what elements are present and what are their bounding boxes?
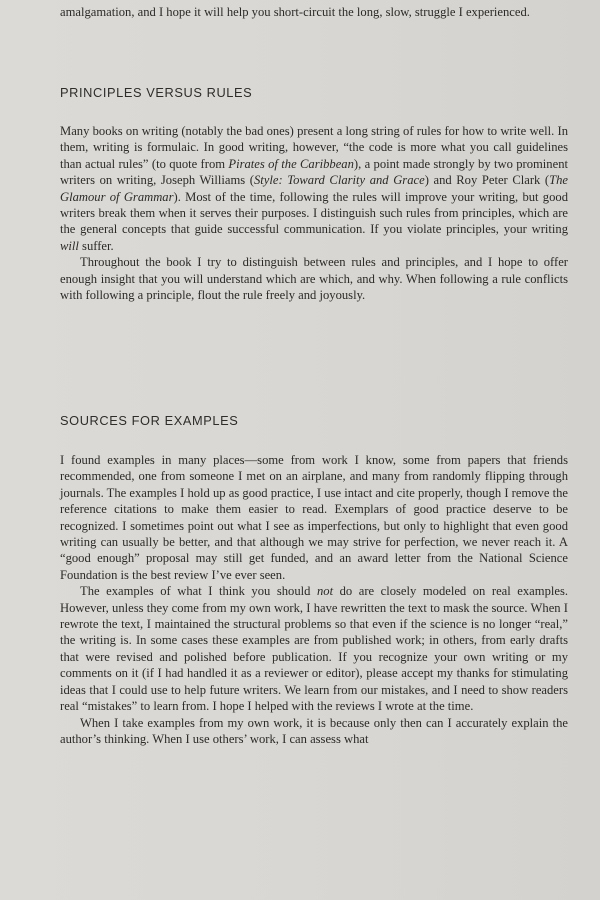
italic-title: Style: Toward Clarity and Grace: [254, 173, 425, 188]
italic-title: The Glamour of Grammar: [60, 173, 568, 204]
text-run: Many books on writing (notably the bad ones) present a long string of rules for how to write well. In them, writing is formulaic. In good writing, however, “the code is more what you call guidelines than actual rules” (to quote from: [60, 124, 568, 171]
intro-paragraph: amalgamation, and I hope it will help you short-circuit the long, slow, struggle I experienced.: [60, 5, 530, 19]
section-sources-body: [60, 452, 568, 747]
italic-emphasis: not: [316, 584, 334, 599]
text-run: The examples of what I think you should: [80, 584, 317, 599]
italic-emphasis: will: [60, 238, 79, 253]
text-run: ). Most of the time, following the rules will improve your writing, but good writers break them when it serves their purposes. I distinguish such rules from principles, which are the general concepts that guide successful communication. If you violate principles, your writing: [60, 189, 568, 237]
paragraph-throughout: Throughout the book I try to distinguish between rules and principles, and I hope to offer enough insight that you will understand which are which, and why. When following a rule conflicts with following a principle, flout the rule freely and joyously.: [60, 255, 568, 303]
text-run: do are closely modeled on real examples. However, unless they come from my own work, I have rewritten the text to mask the source. When I rewrote the text, I maintained the structural problems so that even if the science is no longer “real,” the writing is. In some cases these examples are from published work; in others, from early drafts that were revised and polished before publication. If you recognize your own writing or my comments on it (if I had handled it as a reviewer or editor), please accept my thanks for stimulating ideas that I could use to help future writers. We learn from our mistakes, and I need to show readers real “mistakes” to learn from. I hope I helped with the reviews I wrote at the time.: [60, 584, 568, 714]
text-run: ) and Roy Peter Clark (: [424, 173, 550, 188]
paragraph-found-examples: I found examples in many places—some from work I know, some from papers that friends recommended, one from someone I met on an airplane, and many from randomly flipping through journals. The examples I hold up as good practice, I use intact and cite properly, though I remove the reference citations to make them easier to read. Exemplars of good practice deserve to be recognized. I sometimes point out what I see as imperfections, but only to highlight that even good writing can usually be better, and that although we may strive for perfection, we never reach it. A “good enough” proposal may still get funded, and an award letter from the National Science Foundation is the best review I’ve ever seen.: [60, 453, 568, 582]
section-principles-body: [60, 123, 568, 303]
italic-title: Pirates of the Caribbean: [228, 156, 354, 171]
text-run: suffer.: [78, 238, 114, 253]
paragraph-own-work: When I take examples from my own work, it is because only then can I accurately explain the author’s thinking. When I use others’ work, I can assess what: [60, 715, 568, 746]
paragraph-rules: [60, 123, 568, 254]
text-run: ), a point made strongly by two prominent writers on writing, Joseph Williams (: [60, 156, 568, 188]
section-heading-sources: SOURCES FOR EXAMPLES: [60, 413, 239, 428]
paragraph-examples-not: [60, 583, 568, 714]
section-heading-principles: PRINCIPLES VERSUS RULES: [60, 85, 253, 100]
